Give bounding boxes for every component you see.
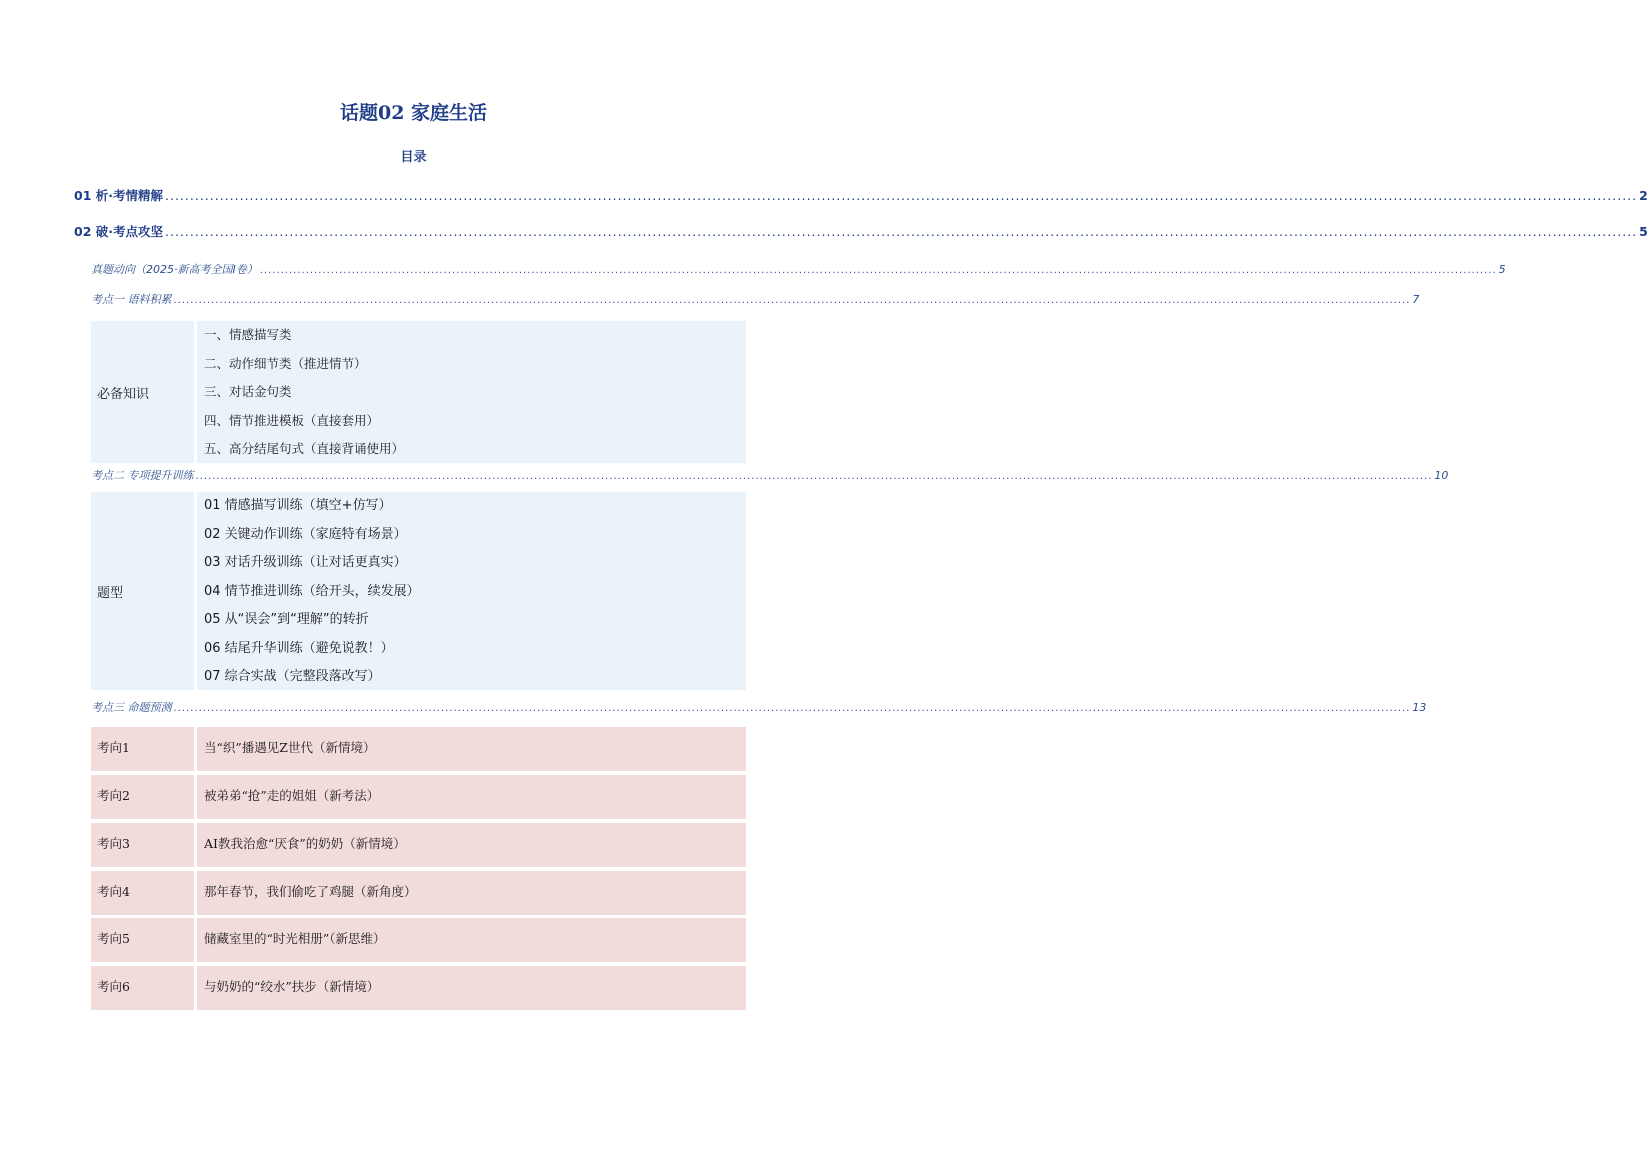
toc-page-number: 13 [1412,701,1427,714]
prediction-row[interactable] [91,727,746,771]
toc-page-number: 2 [1639,188,1648,203]
toc-entry-point3[interactable] [91,699,1427,715]
toc-page-number: 10 [1434,469,1449,482]
toc-entry-label: 02 破·考点攻坚 [74,224,163,239]
knowledge-box-label: 必备知识 [91,321,194,463]
question-type-item[interactable]: 05 从“误会”到“理解”的转折 [204,612,369,627]
toc-leader: ........................................................................................................................................................................................................................................................................................................ [165,224,1638,239]
question-type-item[interactable]: 04 情节推进训练（给开头，续发展） [204,583,420,599]
toc-entry-label: 01 析·考情精解 [74,188,163,203]
toc-page-number: 5 [1498,263,1506,276]
prediction-key: 考向6 [91,966,194,1010]
toc-heading: 目录 [400,150,427,165]
toc-leader: ........................................................................................................................................................................................................................................................................................................ [173,703,1411,714]
knowledge-item[interactable]: 五、高分结尾句式（直接背诵使用） [204,441,405,456]
prediction-title: 当“织”播遇见Z世代（新情境） [197,727,746,771]
toc-entry-point2[interactable] [91,467,1449,483]
prediction-title: 那年春节，我们偷吃了鸡腿（新角度） [197,871,746,915]
prediction-row[interactable] [91,966,746,1010]
prediction-row[interactable] [91,823,746,867]
question-type-box [91,492,746,690]
page-title: 话题02 家庭生活 [339,102,488,124]
prediction-key: 考向4 [91,871,194,915]
prediction-row[interactable] [91,775,746,819]
knowledge-item[interactable]: 一、情感描写类 [204,327,292,342]
knowledge-item[interactable]: 四、情节推进模板（直接套用） [204,412,380,428]
question-type-item[interactable]: 06 结尾升华训练（避免说教！） [204,640,394,656]
prediction-row[interactable] [91,918,746,962]
prediction-title: 储藏室里的“时光相册”（新思维） [197,918,746,962]
prediction-key: 考向3 [91,823,194,867]
knowledge-item[interactable]: 二、动作细节类（推进情节） [204,355,367,371]
question-type-item[interactable]: 02 关键动作训练（家庭特有场景） [204,526,407,542]
prediction-key: 考向5 [91,918,194,962]
question-type-item[interactable]: 03 对话升级训练（让对话更真实） [204,555,407,570]
prediction-key: 考向2 [91,775,194,819]
question-type-item[interactable]: 07 综合实战（完整段落改写） [204,669,381,684]
toc-entry-analysis[interactable] [74,186,1648,204]
toc-entry-label: 考点三 命题预测 [91,701,172,714]
prediction-row[interactable] [91,871,746,915]
toc-entry-label: 真题动向（2025·新高考全国Ⅰ卷） [91,263,258,276]
toc-entry-label: 考点二 专项提升训练 [91,469,194,482]
prediction-title: 被弟弟“抢”走的姐姐（新考法） [197,775,746,819]
knowledge-box [91,321,746,463]
toc-leader: ........................................................................................................................................................................................................................................................................................................ [195,471,1433,482]
question-type-list [197,492,746,690]
toc-leader: ........................................................................................................................................................................................................................................................................................................ [173,295,1411,306]
toc-leader: ........................................................................................................................................................................................................................................................................................................ [259,265,1497,276]
toc-entry-label: 考点一 语料积累 [91,293,172,306]
prediction-key: 考向1 [91,727,194,771]
question-type-item[interactable]: 01 情感描写训练（填空+仿写） [204,498,392,513]
toc-page-number: 5 [1639,224,1648,239]
toc-leader: ........................................................................................................................................................................................................................................................................................................ [165,188,1638,203]
toc-entry-breakthrough[interactable] [74,222,1648,240]
prediction-title: AI教我治愈“厌食”的奶奶（新情境） [197,823,746,867]
knowledge-box-list [197,321,746,463]
toc-entry-point1[interactable] [91,291,1420,307]
question-type-label: 题型 [91,492,194,690]
toc-entry-real-exam[interactable] [91,261,1506,277]
knowledge-item[interactable]: 三、对话金句类 [204,384,292,399]
toc-page-number: 7 [1412,293,1420,306]
prediction-title: 与奶奶的“绞水”扶步（新情境） [197,966,746,1010]
